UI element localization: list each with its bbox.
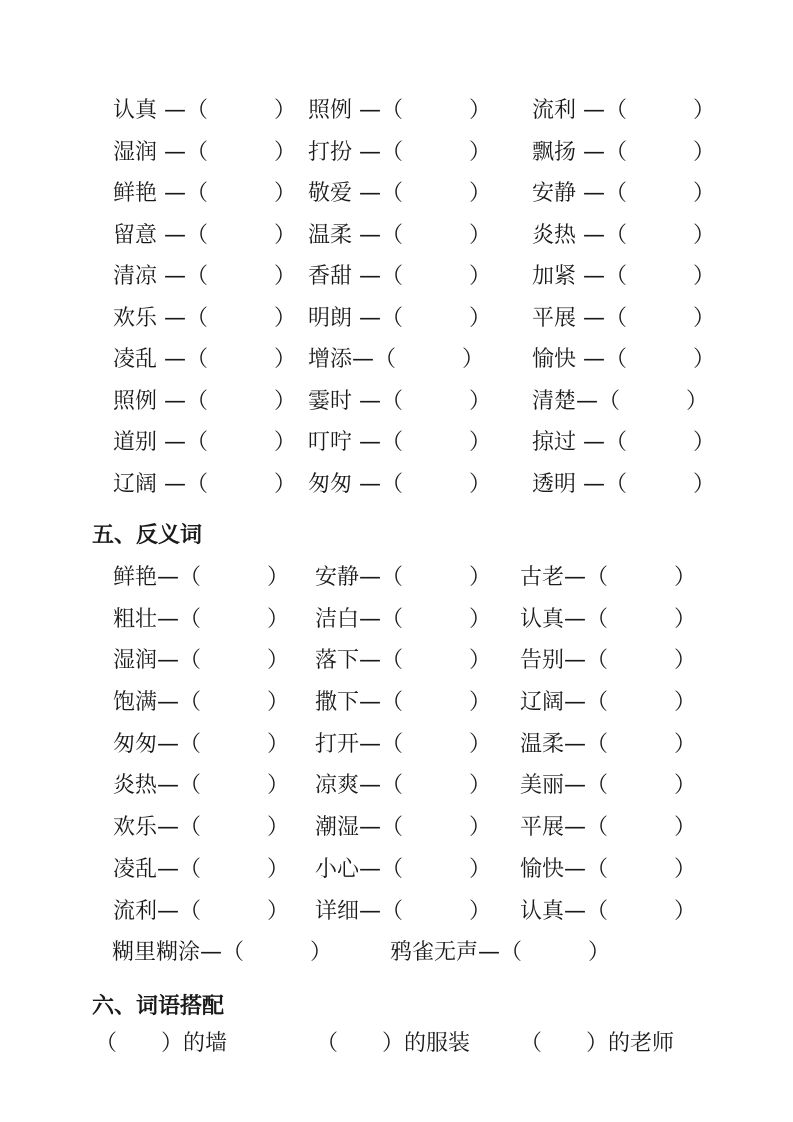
word-pair-row xyxy=(0,682,793,724)
antonym-item: 美丽—（ ） xyxy=(520,773,697,799)
antonym-item: 认真—（ ） xyxy=(520,606,697,632)
antonym-item: 辽阔—（ ） xyxy=(520,690,697,716)
antonym-item: 落下—（ ） xyxy=(315,648,492,674)
antonym-item: 粗壮—（ ） xyxy=(113,606,290,632)
antonym-item: 凌乱—（ ） xyxy=(113,856,290,882)
word-pair-row xyxy=(0,640,793,682)
word-pair-row xyxy=(0,132,793,174)
synonym-item: 清楚—（ ） xyxy=(532,388,709,414)
word-pair-row xyxy=(0,724,793,766)
antonym-item: 平展—（ ） xyxy=(520,815,697,841)
antonym-section-title: 五、反义词 xyxy=(92,523,203,548)
antonym-item: 凉爽—（ ） xyxy=(315,773,492,799)
synonym-item: 流利 —（ ） xyxy=(532,98,715,123)
collocation-section-title: 六、词语搭配 xyxy=(92,994,225,1019)
synonym-item: 认真 —（ ） xyxy=(113,98,296,123)
synonym-item: 留意 —（ ） xyxy=(113,222,296,248)
synonym-item: 照例 —（ ） xyxy=(308,98,491,123)
antonym-idiom-item: 鸦雀无声—（ ） xyxy=(390,940,611,966)
antonym-item: 愉快—（ ） xyxy=(520,856,697,882)
antonym-idiom-item: 糊里糊涂—（ ） xyxy=(112,940,333,966)
synonym-item: 加紧 —（ ） xyxy=(532,264,715,289)
synonym-item: 掠过 —（ ） xyxy=(532,430,715,455)
word-pair-row xyxy=(0,339,793,381)
synonym-item: 炎热 —（ ） xyxy=(532,222,715,248)
synonym-item: 温柔 —（ ） xyxy=(308,222,491,248)
antonym-item: 流利—（ ） xyxy=(113,898,290,924)
word-pair-row xyxy=(0,422,793,464)
word-pair-row xyxy=(0,557,793,599)
word-pair-row xyxy=(0,765,793,807)
word-pair-row xyxy=(0,173,793,215)
synonym-item: 安静 —（ ） xyxy=(532,181,715,206)
word-pair-row xyxy=(0,298,793,340)
collocation-item: （ ）的服装 xyxy=(316,1031,471,1056)
word-pair-row xyxy=(0,599,793,641)
synonym-item: 叮咛 —（ ） xyxy=(308,430,491,455)
synonym-item: 道别 —（ ） xyxy=(113,430,296,455)
synonym-item: 敬爱 —（ ） xyxy=(308,181,491,206)
word-pair-row xyxy=(0,464,793,506)
antonym-item: 小心—（ ） xyxy=(315,856,492,882)
synonym-item: 愉快 —（ ） xyxy=(532,347,715,372)
synonym-item: 清凉 —（ ） xyxy=(113,264,296,289)
word-pair-row xyxy=(0,381,793,423)
antonym-item: 温柔—（ ） xyxy=(520,731,697,757)
antonym-item: 详细—（ ） xyxy=(315,898,492,924)
antonym-item: 饱满—（ ） xyxy=(113,690,290,716)
synonym-item: 透明 —（ ） xyxy=(532,471,715,497)
synonym-item: 增添—（ ） xyxy=(308,347,485,372)
antonym-item: 认真—（ ） xyxy=(520,898,697,924)
synonym-item: 凌乱 —（ ） xyxy=(113,347,296,372)
synonym-item: 平展 —（ ） xyxy=(532,305,715,331)
antonym-item: 鲜艳—（ ） xyxy=(113,565,290,590)
antonym-item: 古老—（ ） xyxy=(520,565,697,590)
word-pair-row xyxy=(0,90,793,132)
synonym-exercise-list xyxy=(0,90,793,505)
antonym-item: 洁白—（ ） xyxy=(315,606,492,632)
synonym-item: 霎时 —（ ） xyxy=(308,388,491,414)
word-pair-row xyxy=(0,891,793,933)
word-pair-row xyxy=(0,807,793,849)
collocation-exercise-row xyxy=(0,1023,793,1065)
synonym-item: 打扮 —（ ） xyxy=(308,139,491,165)
idiom-pair-row xyxy=(0,932,793,974)
collocation-item: （ ）的老师 xyxy=(520,1031,675,1056)
synonym-item: 飘扬 —（ ） xyxy=(532,139,715,165)
antonym-item: 告别—（ ） xyxy=(520,648,697,674)
synonym-item: 照例 —（ ） xyxy=(113,388,296,414)
collocation-item: （ ）的墙 xyxy=(95,1031,228,1056)
antonym-item: 湿润—（ ） xyxy=(113,648,290,674)
antonym-exercise-list xyxy=(0,557,793,974)
antonym-item: 潮湿—（ ） xyxy=(315,815,492,841)
antonym-item: 撒下—（ ） xyxy=(315,690,492,716)
antonym-item: 打开—（ ） xyxy=(315,731,492,757)
synonym-item: 欢乐 —（ ） xyxy=(113,305,296,331)
antonym-item: 欢乐—（ ） xyxy=(113,815,290,841)
antonym-item: 炎热—（ ） xyxy=(113,773,290,799)
word-pair-row xyxy=(0,215,793,257)
synonym-item: 匆匆 —（ ） xyxy=(308,471,491,497)
synonym-item: 明朗 —（ ） xyxy=(308,305,491,331)
synonym-item: 香甜 —（ ） xyxy=(308,264,491,289)
antonym-item: 安静—（ ） xyxy=(315,565,492,590)
antonym-item: 匆匆—（ ） xyxy=(113,731,290,757)
word-pair-row xyxy=(0,849,793,891)
word-pair-row xyxy=(0,256,793,298)
synonym-item: 鲜艳 —（ ） xyxy=(113,181,296,206)
synonym-item: 辽阔 —（ ） xyxy=(113,471,296,497)
synonym-item: 湿润 —（ ） xyxy=(113,139,296,165)
